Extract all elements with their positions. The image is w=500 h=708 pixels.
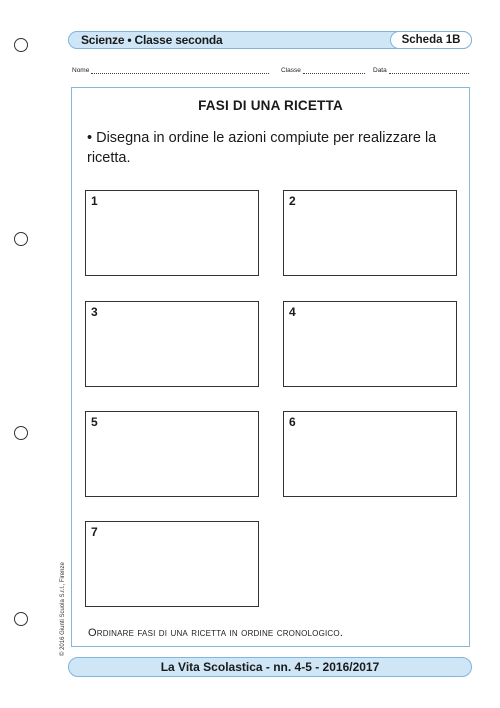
date-dotted-line (389, 67, 469, 74)
drawing-box-6[interactable] (283, 411, 457, 497)
header-bar (68, 31, 472, 49)
worksheet-title: FASI DI UNA RICETTA (198, 98, 343, 113)
box-number: 6 (289, 415, 296, 429)
binder-hole-3 (14, 426, 28, 440)
box-number: 2 (289, 194, 296, 208)
footer-bar: La Vita Scolastica - nn. 4-5 - 2016/2017 (68, 657, 472, 677)
drawing-box-5[interactable] (85, 411, 259, 497)
class-dotted-line (303, 67, 365, 74)
name-label: Nome (72, 67, 90, 74)
class-label: Classe (281, 67, 301, 74)
worksheet-card (71, 87, 470, 647)
binder-hole-1 (14, 38, 28, 52)
box-number: 4 (289, 305, 296, 319)
drawing-box-2[interactable] (283, 190, 457, 276)
drawing-box-7[interactable] (85, 521, 259, 607)
name-field[interactable] (72, 67, 269, 74)
date-label: Data (373, 67, 387, 74)
copyright-notice: © 2016 Giunti Scuola S.r.l., Firenze (60, 562, 66, 656)
binder-hole-4 (14, 612, 28, 626)
date-field[interactable] (373, 67, 469, 74)
drawing-box-3[interactable] (85, 301, 259, 387)
sheet-tab: Scheda 1B (390, 31, 472, 49)
drawing-box-4[interactable] (283, 301, 457, 387)
instruction-text: • Disegna in ordine le azioni compiute per realizzare la ricetta. (87, 130, 437, 166)
box-number: 1 (91, 194, 98, 208)
box-number: 7 (91, 525, 98, 539)
box-number: 3 (91, 305, 98, 319)
class-field[interactable] (281, 67, 365, 74)
subject-title: Scienze • Classe seconda (81, 33, 223, 47)
binder-hole-2 (14, 232, 28, 246)
footnote: Ordinare fasi di una ricetta in ordine cronologico. (88, 627, 344, 639)
box-number: 5 (91, 415, 98, 429)
drawing-box-1[interactable] (85, 190, 259, 276)
name-dotted-line (91, 67, 269, 74)
